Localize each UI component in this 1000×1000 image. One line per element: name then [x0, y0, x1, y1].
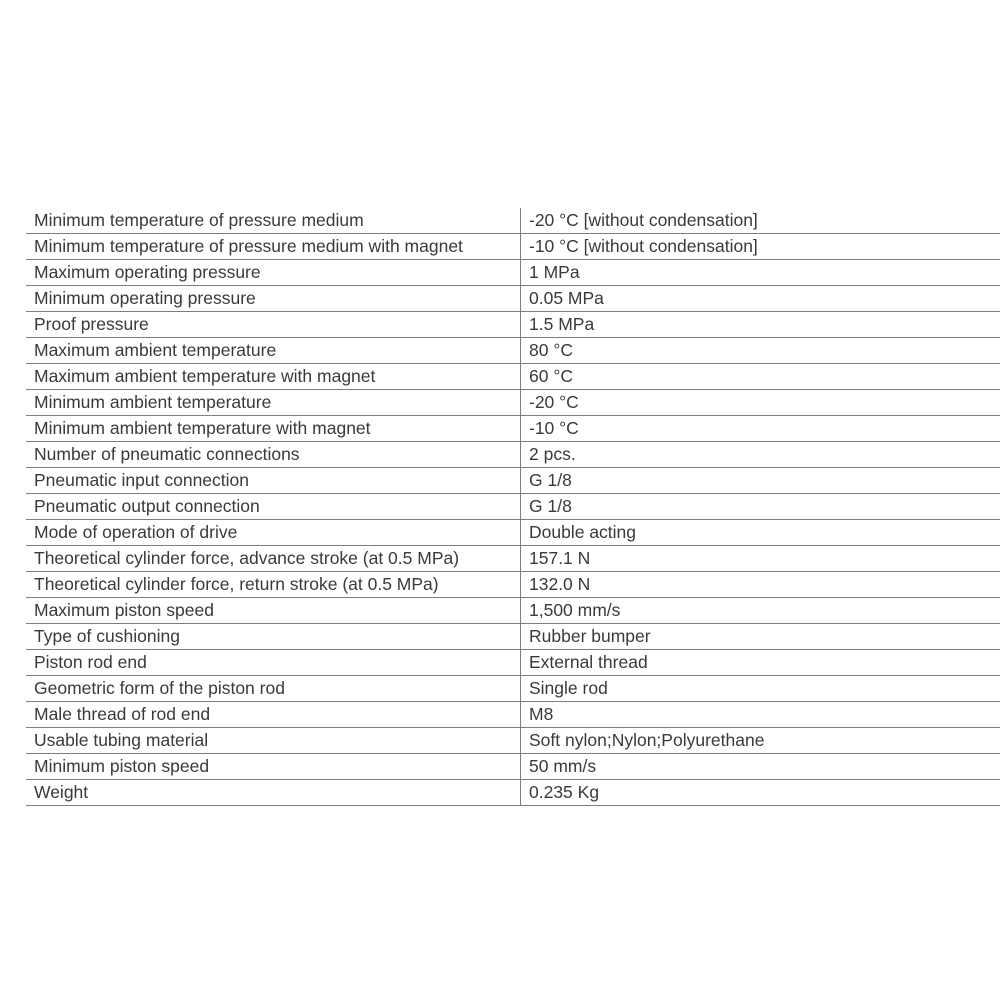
table-row — [26, 468, 1000, 494]
spec-value: 0.05 MPa — [521, 286, 1000, 312]
spec-value: 0.235 Kg — [521, 780, 1000, 806]
spec-label: Minimum ambient temperature with magnet — [26, 416, 521, 442]
spec-label: Maximum ambient temperature with magnet — [26, 364, 521, 390]
table-row — [26, 312, 1000, 338]
spec-value: 157.1 N — [521, 546, 1000, 572]
spec-label: Minimum temperature of pressure medium — [26, 208, 521, 234]
spec-value: M8 — [521, 702, 1000, 728]
spec-label: Piston rod end — [26, 650, 521, 676]
spec-label: Maximum ambient temperature — [26, 338, 521, 364]
table-row — [26, 546, 1000, 572]
spec-label: Usable tubing material — [26, 728, 521, 754]
spec-label: Minimum temperature of pressure medium with magnet — [26, 234, 521, 260]
table-row — [26, 624, 1000, 650]
spec-label: Minimum operating pressure — [26, 286, 521, 312]
spec-value: 50 mm/s — [521, 754, 1000, 780]
spec-value: 1,500 mm/s — [521, 598, 1000, 624]
spec-value: Single rod — [521, 676, 1000, 702]
spec-value: -20 °C — [521, 390, 1000, 416]
table-row — [26, 234, 1000, 260]
table-row — [26, 208, 1000, 234]
spec-value: 1 MPa — [521, 260, 1000, 286]
table-row — [26, 754, 1000, 780]
spec-value: G 1/8 — [521, 468, 1000, 494]
spec-value: 2 pcs. — [521, 442, 1000, 468]
spec-label: Weight — [26, 780, 521, 806]
spec-label: Minimum piston speed — [26, 754, 521, 780]
table-row — [26, 286, 1000, 312]
specifications-table-body — [26, 208, 1000, 806]
table-row — [26, 390, 1000, 416]
table-row — [26, 780, 1000, 806]
table-row — [26, 338, 1000, 364]
spec-label: Male thread of rod end — [26, 702, 521, 728]
spec-value: Soft nylon;Nylon;Polyurethane — [521, 728, 1000, 754]
spec-value: 132.0 N — [521, 572, 1000, 598]
spec-label: Pneumatic output connection — [26, 494, 521, 520]
spec-label: Geometric form of the piston rod — [26, 676, 521, 702]
spec-label: Theoretical cylinder force, return stroke (at 0.5 MPa) — [26, 572, 521, 598]
spec-value: Rubber bumper — [521, 624, 1000, 650]
spec-label: Number of pneumatic connections — [26, 442, 521, 468]
spec-value: Double acting — [521, 520, 1000, 546]
table-row — [26, 598, 1000, 624]
table-row — [26, 572, 1000, 598]
table-row — [26, 442, 1000, 468]
table-row — [26, 494, 1000, 520]
spec-label: Maximum piston speed — [26, 598, 521, 624]
table-row — [26, 676, 1000, 702]
spec-value: External thread — [521, 650, 1000, 676]
spec-value: G 1/8 — [521, 494, 1000, 520]
table-row — [26, 364, 1000, 390]
spec-value: -10 °C [without condensation] — [521, 234, 1000, 260]
spec-value: -20 °C [without condensation] — [521, 208, 1000, 234]
spec-label: Minimum ambient temperature — [26, 390, 521, 416]
spec-label: Mode of operation of drive — [26, 520, 521, 546]
spec-value: 80 °C — [521, 338, 1000, 364]
specifications-table — [26, 208, 1000, 806]
table-row — [26, 728, 1000, 754]
spec-label: Theoretical cylinder force, advance stroke (at 0.5 MPa) — [26, 546, 521, 572]
spec-label: Pneumatic input connection — [26, 468, 521, 494]
spec-label: Type of cushioning — [26, 624, 521, 650]
spec-value: 60 °C — [521, 364, 1000, 390]
table-row — [26, 520, 1000, 546]
spec-label: Maximum operating pressure — [26, 260, 521, 286]
spec-value: -10 °C — [521, 416, 1000, 442]
table-row — [26, 416, 1000, 442]
table-row — [26, 260, 1000, 286]
spec-value: 1.5 MPa — [521, 312, 1000, 338]
table-row — [26, 702, 1000, 728]
spec-label: Proof pressure — [26, 312, 521, 338]
table-row — [26, 650, 1000, 676]
